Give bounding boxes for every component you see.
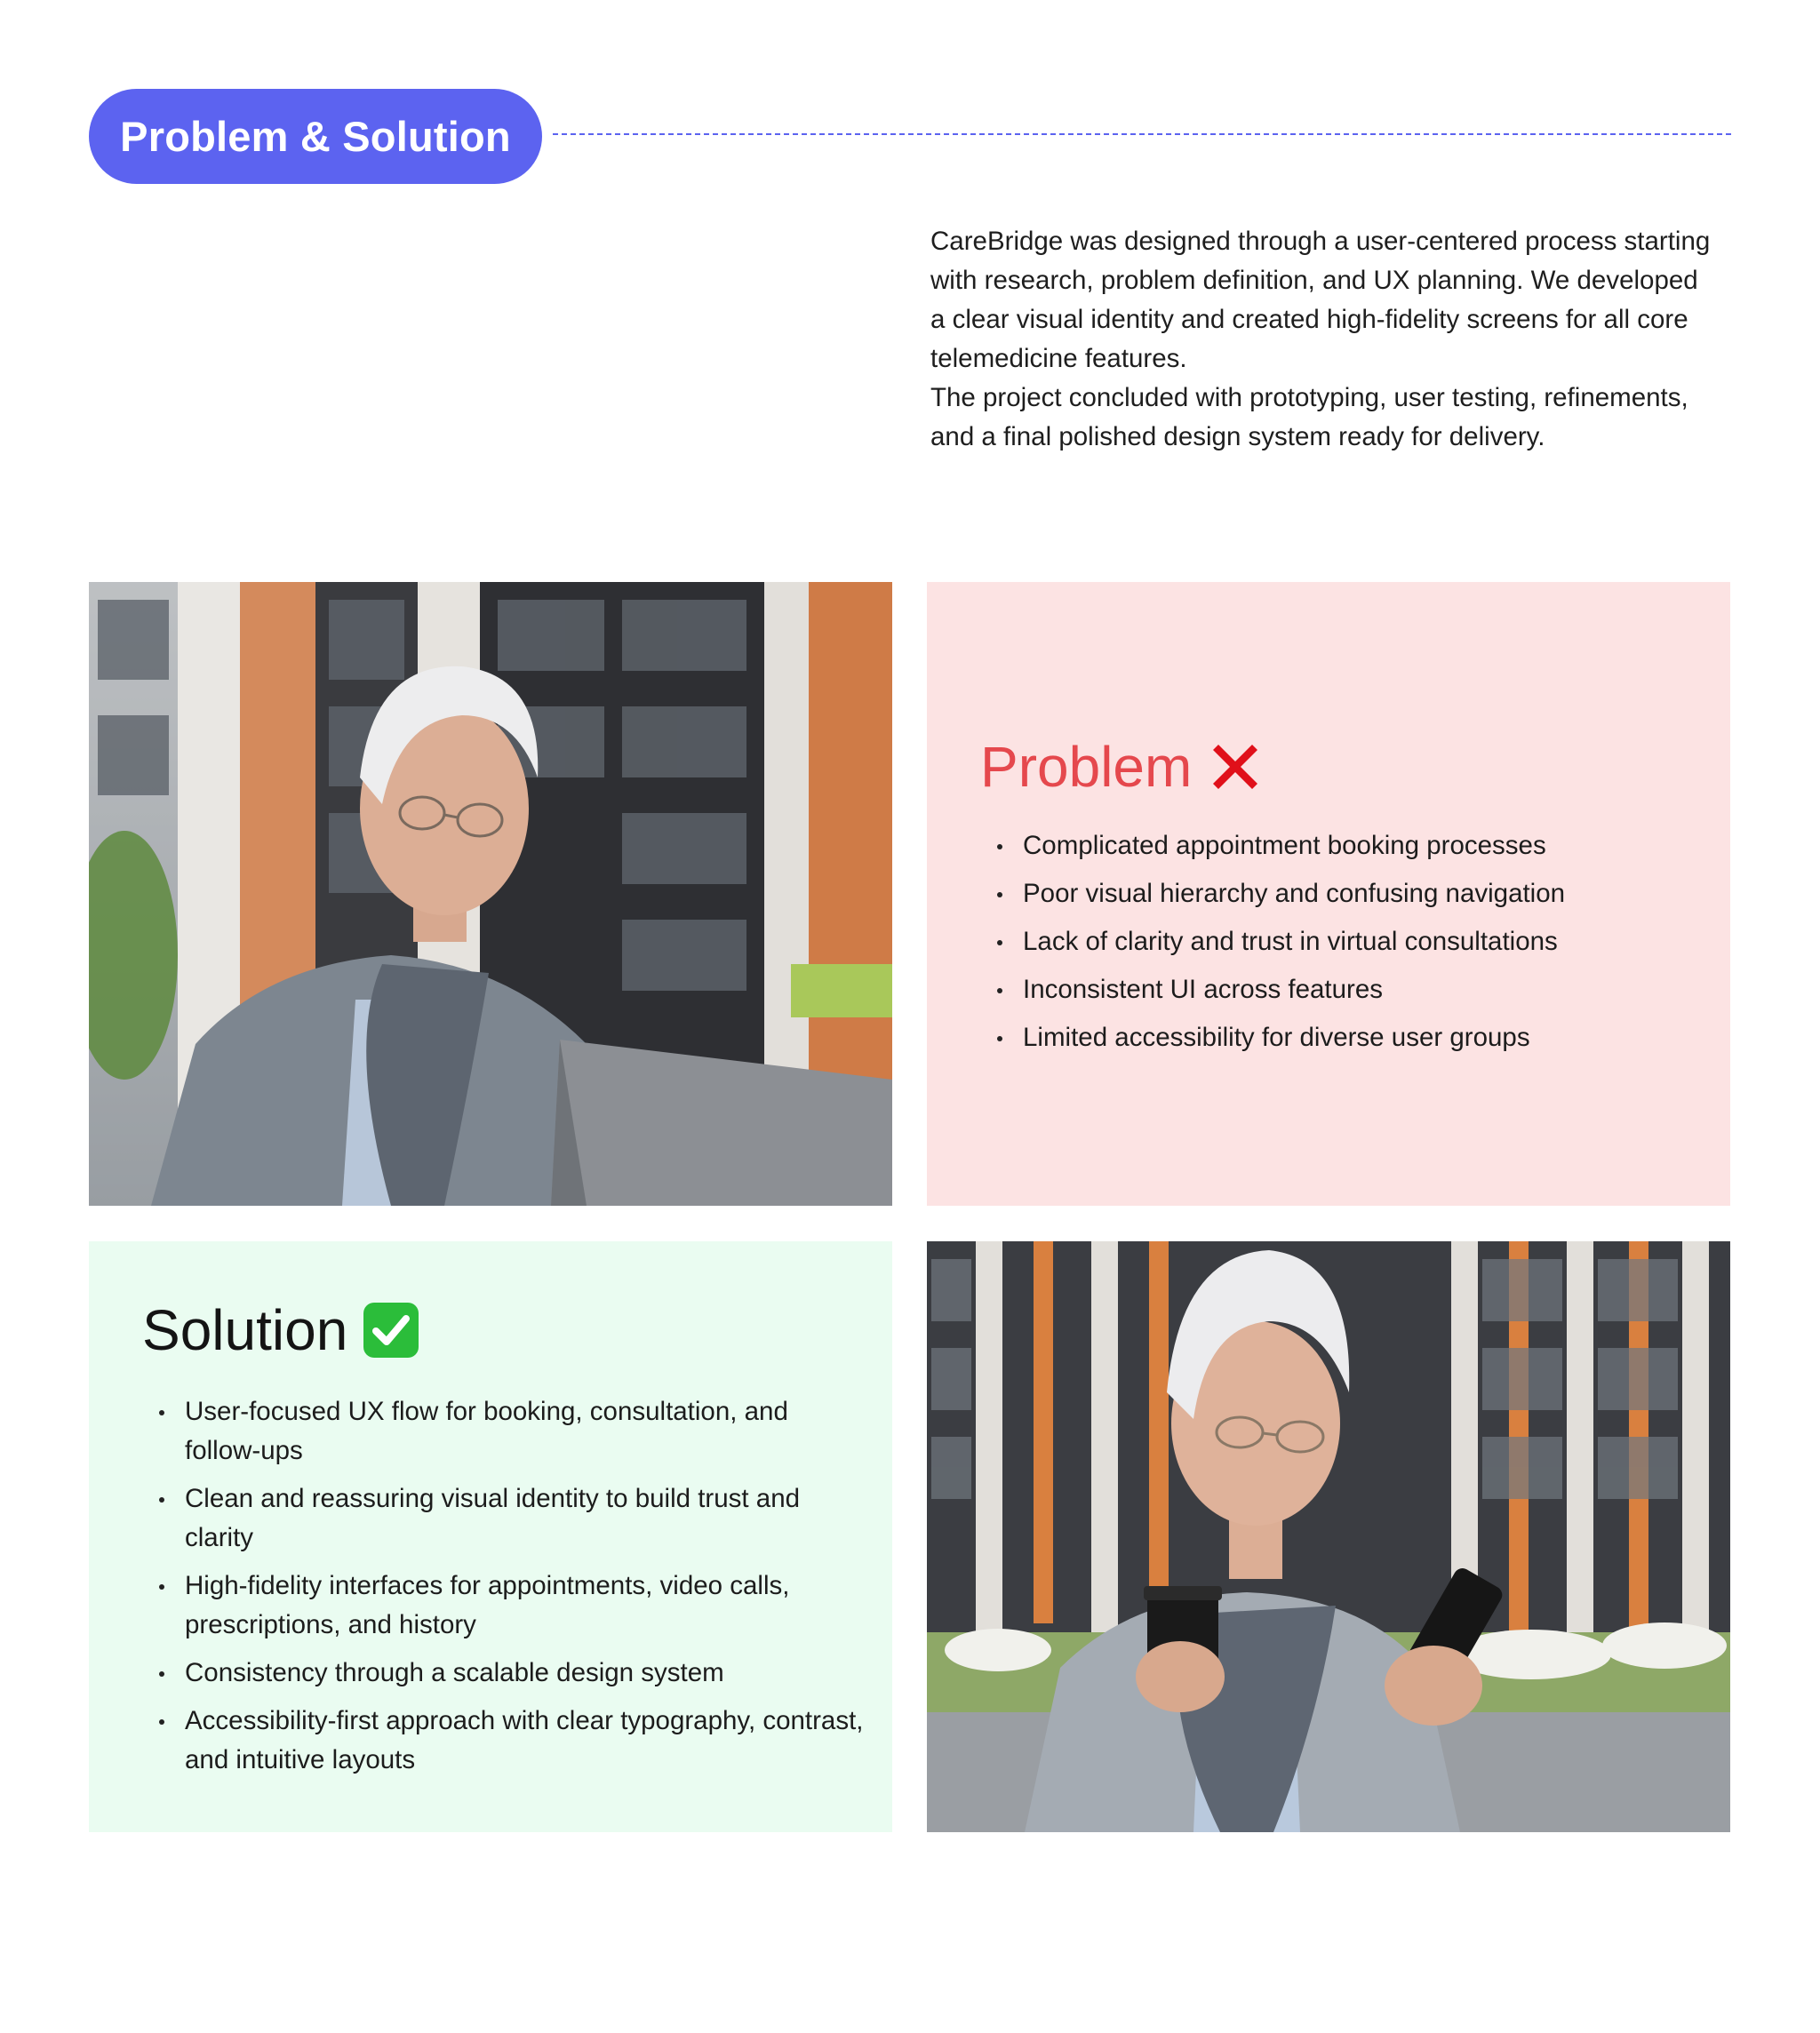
solution-list-item: High-fidelity interfaces for appointments, video calls, prescriptions, and history [142, 1567, 871, 1645]
intro-text [930, 222, 1712, 457]
cross-mark-icon [1206, 737, 1265, 796]
solution-list-item: Clean and reassuring visual identity to build trust and clarity [142, 1479, 871, 1558]
section-badge: Problem & Solution [89, 89, 542, 184]
intro-paragraph-2: The project concluded with prototyping, user testing, refinements, and a final polished design system ready for delivery. [930, 383, 1688, 451]
problem-list-item: Inconsistent UI across features [980, 970, 1709, 1009]
problem-list-item: Poor visual hierarchy and confusing navigation [980, 874, 1709, 913]
problem-card [927, 582, 1730, 1206]
problem-list [980, 826, 1709, 1066]
solution-list-item: Accessibility-first approach with clear typography, contrast, and intuitive layouts [142, 1702, 871, 1780]
solution-list-item: User-focused UX flow for booking, consultation, and follow-ups [142, 1392, 871, 1471]
problem-heading [980, 733, 1265, 801]
problem-title: Problem [980, 735, 1193, 799]
solution-list [142, 1392, 871, 1789]
dashed-divider [553, 133, 1731, 135]
problem-list-item: Lack of clarity and trust in virtual consultations [980, 922, 1709, 961]
solution-card [89, 1241, 892, 1832]
solution-heading [142, 1296, 420, 1364]
solution-title: Solution [142, 1298, 348, 1362]
problem-list-item: Complicated appointment booking processes [980, 826, 1709, 865]
intro-paragraph-1: CareBridge was designed through a user-centered process starting with research, problem definition, and UX planning. We developed a clear visual identity and created high-fidelity screens for all core telemedicine features. [930, 227, 1711, 373]
solution-list-item: Consistency through a scalable design system [142, 1654, 871, 1693]
photo-man-using-laptop [89, 582, 892, 1206]
photo-man-with-phone-and-coffee [927, 1241, 1730, 1832]
problem-list-item: Limited accessibility for diverse user groups [980, 1018, 1709, 1057]
check-mark-button-icon [362, 1301, 420, 1359]
